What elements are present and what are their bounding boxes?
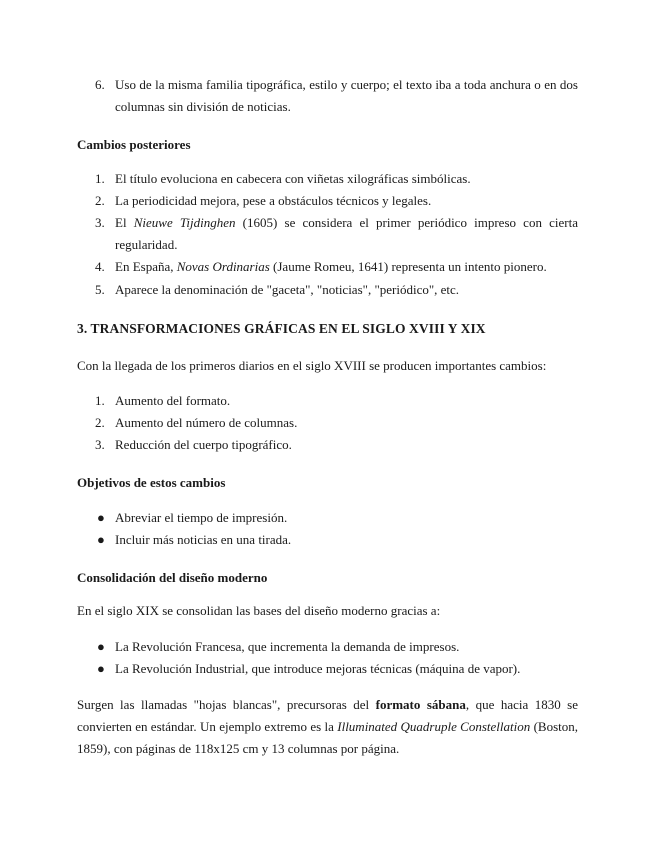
- list-text: Uso de la misma familia tipográfica, estilo y cuerpo; el texto iba a toda anchura o en dos columnas sin división de noticias.: [115, 77, 578, 114]
- bullet-item: [77, 507, 578, 529]
- list-item: [77, 74, 578, 118]
- list-number: 4.: [95, 259, 105, 274]
- list-item: [77, 434, 578, 456]
- bullet-icon: ●: [97, 532, 105, 547]
- final-paragraph: Surgen las llamadas "hojas blancas", precursoras del formato sábana, que hacia 1830 se convierten en estándar. Un ejemplo extremo es la Illuminated Quadruple Constellation (Boston, 1859), con páginas de 118x125 cm y 13 columnas por página.: [77, 697, 579, 756]
- list-item: [77, 279, 578, 301]
- list-item: [77, 212, 578, 256]
- heading-objetivos: Objetivos de estos cambios: [77, 475, 226, 490]
- bullet-item: [77, 658, 578, 680]
- list-number: 5.: [95, 282, 105, 297]
- newspaper-title: Illuminated Quadruple Constellation: [337, 719, 531, 734]
- list-text: El título evoluciona en cabecera con viñetas xilográficas simbólicas.: [115, 171, 471, 186]
- list-text: En España, Novas Ordinarias (Jaume Romeu, 1641) representa un intento pionero.: [115, 259, 547, 274]
- bullet-text: La Revolución Francesa, que incrementa la demanda de impresos.: [115, 639, 460, 654]
- bullet-item: [77, 529, 578, 551]
- list-item: [77, 412, 578, 434]
- list-number: 3.: [95, 215, 105, 230]
- section-heading: 3. TRANSFORMACIONES GRÁFICAS EN EL SIGLO XVIII Y XIX: [77, 321, 486, 336]
- heading-consolidacion: Consolidación del diseño moderno: [77, 570, 268, 585]
- bullet-text: Abreviar el tiempo de impresión.: [115, 510, 288, 525]
- list-item: [77, 168, 578, 190]
- list-number: 3.: [95, 437, 105, 452]
- bullet-item: [77, 636, 578, 658]
- list-number: 1.: [95, 171, 105, 186]
- bullet-icon: ●: [97, 639, 105, 654]
- list-number: 2.: [95, 193, 105, 208]
- bold-term: formato sábana: [375, 697, 466, 712]
- consolidacion-intro: En el siglo XIX se consolidan las bases del diseño moderno gracias a:: [77, 603, 441, 618]
- list-text: La periodicidad mejora, pese a obstáculos técnicos y legales.: [115, 193, 432, 208]
- list-text: Aumento del formato.: [115, 393, 231, 408]
- newspaper-title: Novas Ordinarias: [176, 259, 270, 274]
- list-number: 1.: [95, 393, 105, 408]
- bullet-icon: ●: [97, 510, 105, 525]
- list-text: Aparece la denominación de "gaceta", "noticias", "periódico", etc.: [115, 282, 460, 297]
- list-number: 2.: [95, 415, 105, 430]
- list-item: [77, 390, 578, 412]
- newspaper-title: Nieuwe Tijdinghen: [133, 215, 236, 230]
- list-text: Reducción del cuerpo tipográfico.: [115, 437, 292, 452]
- bullet-text: Incluir más noticias en una tirada.: [115, 532, 292, 547]
- list-text: Aumento del número de columnas.: [115, 415, 298, 430]
- list-item: [77, 190, 578, 212]
- heading-cambios-posteriores: Cambios posteriores: [77, 137, 191, 152]
- bullet-icon: ●: [97, 661, 105, 676]
- section-intro: Con la llegada de los primeros diarios en el siglo XVIII se producen importantes cambios:: [77, 358, 547, 373]
- list-text: El Nieuwe Tijdinghen (1605) se considera el primer periódico impreso con cierta regularidad.: [115, 215, 578, 252]
- bullet-text: La Revolución Industrial, que introduce mejoras técnicas (máquina de vapor).: [115, 661, 521, 676]
- list-item: [77, 256, 578, 278]
- list-number: 6.: [95, 77, 105, 92]
